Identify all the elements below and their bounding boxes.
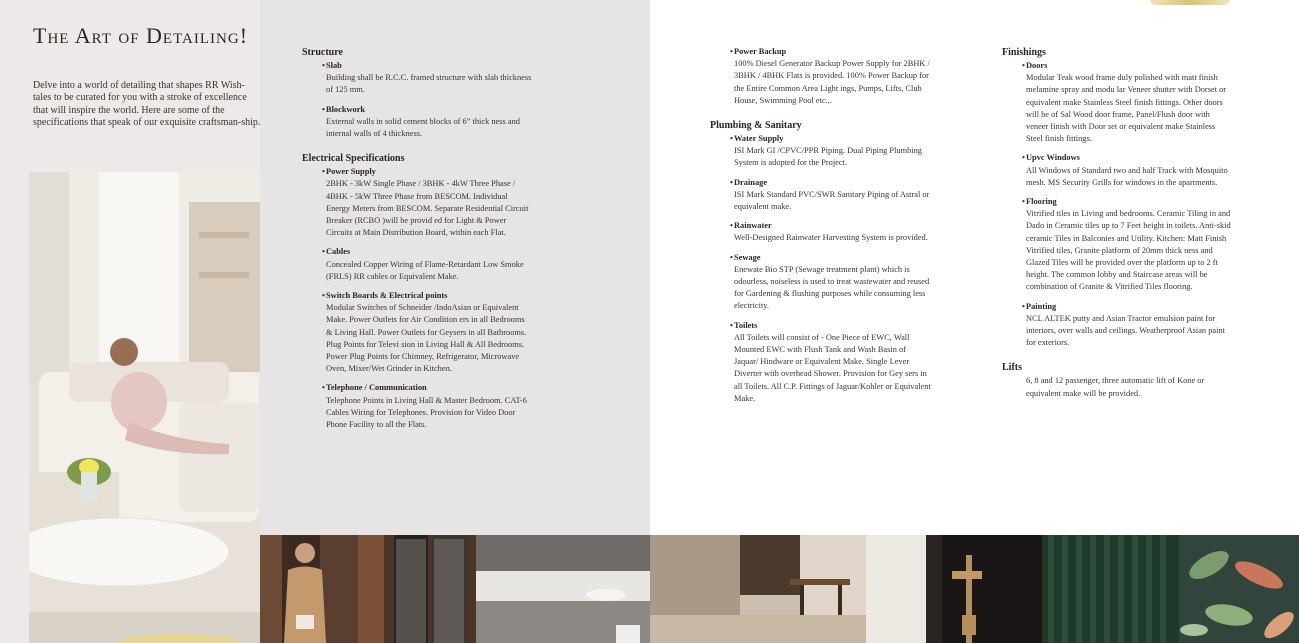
photo-elevator	[358, 535, 476, 643]
spec-item-title: Rainwater	[734, 221, 772, 231]
spec-item	[710, 252, 932, 313]
spec-item	[710, 46, 932, 107]
bullet-icon: •	[730, 320, 733, 330]
bullet-icon: •	[730, 134, 733, 144]
spec-item-body: Well-Designed Rainwater Harvesting System is provided.	[734, 233, 928, 243]
spec-item	[1002, 375, 1232, 399]
spec-item-title: Water Supply	[734, 134, 784, 144]
spec-item-body: NCL ALTEK putty and Asian Tractor emulsion paint for interiors, over walls and ceilings. Weatherproof Asian paint for exteriors.	[1026, 313, 1225, 348]
bullet-icon: •	[322, 383, 325, 393]
spec-item-body: External walls in solid cement blocks of 6” thick ness and internal walls of 4 thickness.	[326, 116, 520, 139]
spec-item-body: ISI Mark GI /CPVC/PPR Piping. Dual Piping Plumbing System is adopted for the Project.	[734, 146, 922, 168]
bullet-icon: •	[322, 61, 325, 70]
spec-column-2	[710, 46, 932, 405]
spec-item-body: 6, 8 and 12 passenger, three automatic lift of Kone or equivalent make will be provided.	[1026, 376, 1205, 398]
bullet-icon: •	[730, 221, 733, 231]
spec-item	[1002, 60, 1232, 145]
spec-item-title: Slab	[326, 61, 342, 70]
spec-item-body: All Windows of Standard two and half Track with Mosquito mesh. MS Security Grills for windows in the apartments.	[1026, 165, 1228, 187]
spec-item-body: All Toilets will consist of - One Piece of EWC, Wall Mounted EWC with Flush Tank and Wash Basin of Jaquar/ Hindware or Equivalent Make. Single Lever Diverter with overhead Shower. Provision for Gey sers in all Toilets. All C.P. Fittings of Jaguar/Kohler or Equivalent Make.	[734, 332, 931, 403]
bullet-icon: •	[730, 47, 733, 56]
page-title: The Art of Detailing!	[33, 23, 249, 48]
section-heading: Finishings	[1002, 47, 1046, 58]
spec-item-body: 2BHK - 3kW Single Phase / 3BHK - 4kW Three Phase / 4BHK - 5kW Three Phase from BESCOM. Individual Energy Meters from BESCOM. Separate Residential Circuit Breaker (RCBO )will be provid ed for Light & Power Circuits at Main Distribution Board, within each Flat.	[326, 179, 529, 238]
section-heading: Lifts	[1002, 362, 1022, 374]
spec-item	[302, 290, 532, 375]
photo-strip	[260, 535, 1299, 643]
bullet-icon: •	[1022, 197, 1025, 207]
photo-bathroom	[476, 535, 650, 643]
section-heading: Plumbing & Sanitary	[710, 120, 802, 132]
spec-item	[302, 246, 532, 283]
bullet-icon: •	[322, 104, 325, 114]
spec-item-title: Blockwork	[326, 104, 366, 114]
spec-item	[1002, 196, 1232, 294]
spec-item	[302, 60, 532, 97]
spec-item-body: Concealed Copper Wiring of Flame-Retardant Low Smoke (FRLS) RR cables or Equivalent Make.	[326, 259, 524, 281]
spec-item	[302, 382, 532, 431]
bullet-icon: •	[322, 291, 325, 301]
spec-item	[710, 320, 932, 405]
section-heading: Structure	[302, 47, 343, 58]
bullet-icon: •	[322, 167, 325, 177]
spec-column-3	[1002, 46, 1232, 400]
spec-item-title: Flooring	[1026, 197, 1057, 207]
bullet-icon: •	[1022, 61, 1025, 70]
spec-item-body: ISI Mark Standard PVC/SWR Sanitary Piping of Astral or equivalent make.	[734, 189, 930, 212]
bullet-icon: •	[1022, 153, 1025, 163]
spec-item-title: Drainage	[734, 177, 768, 187]
spec-item-body: 100% Diesel Generator Backup Power Supply for 2BHK / 3BHK / 4BHK Flats is provided. 100% Power Backup for the Entire Common Area Light ings, Pumps, Lifts, Club House, Swimming Pool etc.,.	[734, 59, 930, 105]
spec-item	[302, 104, 532, 141]
spec-item-title: Cables	[326, 247, 351, 257]
spec-item-title: Power Supply	[326, 167, 376, 177]
intro-paragraph: Delve into a world of detailing that shapes RR Wish-tales to be curated for you with a stroke of excellence that will inspire the world. Here are some of the specifications that speak of our exquisite craftsman-ship.	[33, 80, 261, 129]
gold-decoration	[1150, 0, 1230, 5]
spec-item	[302, 166, 532, 239]
photo-woman-lobby	[260, 535, 358, 643]
bullet-icon: •	[730, 252, 733, 262]
spec-item-title: Switch Boards & Electrical points	[326, 291, 448, 301]
spec-item-body: Telephone Points in Living Hall & Master Bedroom. CAT-6 Cables Wiring for Telephones. Provision for Video Door Phone Facility to all the Flats.	[326, 395, 527, 430]
photo-botanical-wallpaper	[1179, 535, 1299, 643]
spec-item-title: Telephone / Communication	[326, 383, 427, 393]
spec-item-body: Modular Switches of Schneider /IndoAsian or Equivalent Make. Power Outlets for Air Condition ers in all Bedrooms & Living Hall. Power Outlets for Geysers in all Bathrooms. Plug Points for Televi sion in Living Hall & All Bedrooms. Power Plug Points for Chimney, Refrigerator, Microwave Oven, Mixer/Wet Grinder in Kitchen.	[326, 303, 527, 374]
spec-item	[1002, 301, 1232, 350]
spec-column-1	[302, 46, 532, 431]
spec-item	[710, 133, 932, 170]
photo-dining	[650, 535, 866, 643]
spec-item-title: Upvc Windows	[1026, 153, 1080, 163]
photo-door-handle	[866, 535, 1042, 643]
section-heading: Electrical Specifications	[302, 153, 405, 165]
photo-wall-panel	[1042, 535, 1179, 643]
spec-item-body: Building shall be R.C.C. framed structure with slab thickness of 125 mm.	[326, 73, 532, 95]
bullet-icon: •	[1022, 301, 1025, 311]
spec-item	[1002, 152, 1232, 189]
spec-item-body: Enewate Bio STP (Sewage treatment plant) which is odourless, noiseless is used to treat wastewater and reused for Gardening & flushing purposes while consuming less electricity.	[734, 264, 930, 311]
living-room-photo	[29, 172, 260, 643]
spec-item-title: Power Backup	[734, 47, 787, 56]
spec-item-title: Toilets	[734, 320, 758, 330]
spec-item-title: Doors	[1026, 61, 1048, 70]
bullet-icon: •	[322, 247, 325, 257]
spec-item	[710, 177, 932, 214]
spec-item-title: Sewage	[734, 252, 761, 262]
spec-item-title: Painting	[1026, 301, 1057, 311]
spec-item-body: Modular Teak wood frame duly polished with matt finish melamine spray and modu lar Veneer shutter with Dorset or equivalent make Stainless Steel finish fittings. Other doors will be of Sal Wood door frame, Panel/Flush door with veneer finish with Door set or equivalent make Stainless Steel finish fittings.	[1026, 73, 1227, 144]
bullet-icon: •	[730, 177, 733, 187]
spec-item	[710, 220, 932, 244]
spec-item-body: Vitrified tiles in Living and bedrooms. Ceramic Tiling in and Dado in Ceramic tiles up to 7 Feet height in toilets. Anti-skid ceramic Tiles in Balconies and Utility. Kitchen: Matt Finish Vitrified tiles, Granite platform of 20mm thick ness and Glazed Tiles will be provided over the platform up to 2 ft height. The common lobby and Staircase areas will be combination of Granite & Vitrified Tiles flooring.	[1026, 209, 1231, 292]
